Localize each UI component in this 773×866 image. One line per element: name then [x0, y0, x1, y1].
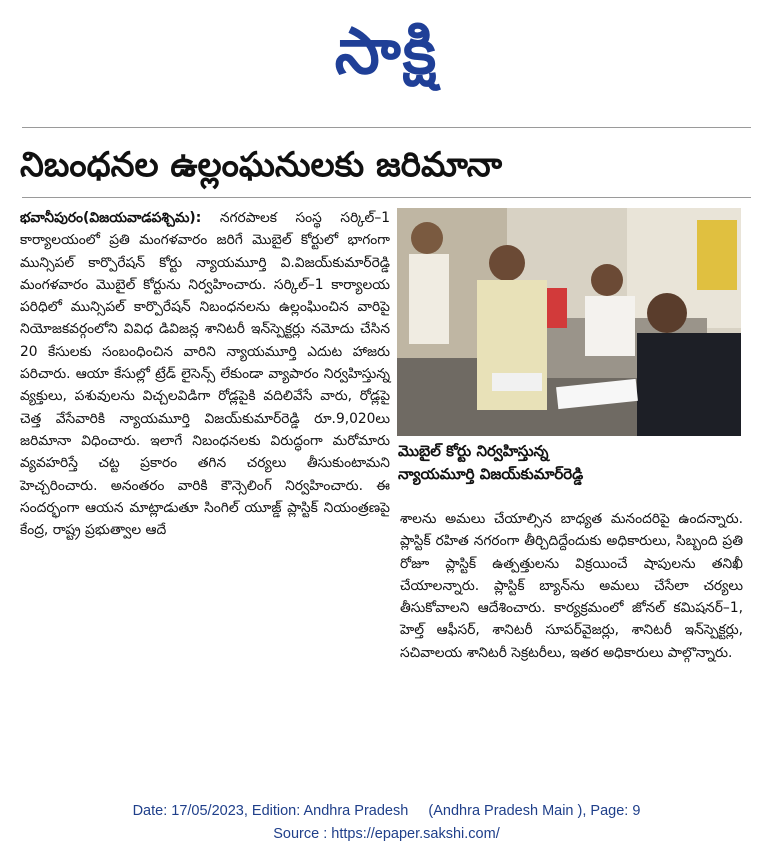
- footer-source-label: Source :: [273, 826, 332, 842]
- article-body-left: [20, 207, 390, 541]
- article-body-right: శాలను అమలు చేయాల్సిన బాధ్యత మనందరిపై ఉందన్నారు. ప్లాస్టిక్‌ రహిత నగరంగా తీర్చిదిద్దేందుకు అధికారులు, సిబ్బంది ప్రతి రోజూ ప్లాస్టిక్‌ ఉత్పత్తులను విక్రయించే షాపులను తనిఖీ చేయాలన్నారు. ప్లాస్టిక్‌ బ్యాన్‌ను అమలు చేసేలా చర్యలు తీసుకోవాలని ఆదేశించారు. కార్యక్రమంలో జోనల్‌ కమిషనర్‌–1, హెల్త్‌ ఆఫీసర్‌, శానిటరీ సూపర్‌వైజర్లు, శానిటరీ ఇన్‌స్పెక్టర్లు, సచివాలయ శానిటరీ సెక్రటరీలు, ఇతర అధికారులు పాల్గొన్నారు.: [400, 511, 743, 661]
- footer-source-link[interactable]: https://epaper.sakshi.com/: [331, 826, 500, 842]
- masthead-divider: [22, 127, 751, 128]
- headline-divider: [22, 197, 751, 198]
- article-photo: [397, 208, 741, 436]
- article-body-left-text: నగరపాలక సంస్థ సర్కిల్‌–1 కార్యాలయంలో ప్రతి మంగళవారం జరిగే మొబైల్‌ కోర్టులో భాగంగా మున్సిపల్‌ కార్పొరేషన్‌ కోర్టు న్యాయమూర్తి వి.విజయ్‌కుమార్‌రెడ్డి మంగళవారం మొబైల్‌ కోర్టును నిర్వహించారు. సర్కిల్‌–1 కార్యాలయ పరిధిలో మున్సిపల్‌ కార్పొరేషన్‌ నిబంధనలను ఉల్లంఘించిన వారిపై నియోజకవర్గంలోని వివిధ డివిజన్ల శానిటరీ ఇన్‌స్పెక్టర్లు నమోదు చేసిన 20 కేసులకు సంబంధించిన వారిని న్యాయమూర్తి ఎదుట హాజరు పరిచారు. ఆయా కేసుల్లో ట్రేడ్‌ లైసెన్స్‌ లేకుండా వ్యాపారం నిర్వహిస్తున్న వ్యక్తులు, పశువులను విచ్చలవిడిగా రోడ్లపైకి వదిలివేసే వారు, రోడ్లపై చెత్త వేసేవారికి న్యాయమూర్తి విజయ్‌కుమార్‌రెడ్డి రూ.9,020లు జరిమానా విధించారు. ఇలాగే నిబంధనలకు విరుద్ధంగా మరోమారు వ్యవహరిస్తే చట్ట ప్రకారం తగిన చర్యలు తీసుకుంటామని హెచ్చరించారు. అనంతరం వారికి కౌన్సెలింగ్‌ నిర్వహించారు. ఈ సందర్భంగా ఆయన మాట్లాడుతూ సింగిల్‌ యూజ్డ్‌ ప్లాస్టిక్‌ నియంత్రణపై కేంద్ర, రాష్ట్ర ప్రభుత్వాల ఆదే: [20, 210, 391, 539]
- photo-caption: [398, 440, 743, 486]
- article-dateline: భవానీపురం(విజయవాడపశ్చిమ):: [20, 210, 202, 226]
- masthead-logo: సాక్షి: [334, 15, 439, 89]
- footer-source: [0, 826, 773, 842]
- photo-caption-line1: మొబైల్‌ కోర్టు నిర్వహిస్తున్న: [398, 442, 549, 460]
- photo-illustration: [397, 208, 741, 436]
- article-headline: నిబంధనల ఉల్లంఘనులకు జరిమానా: [20, 145, 503, 185]
- footer-edition-info: Date: 17/05/2023, Edition: Andhra Pradesh (Andhra Pradesh Main ), Page: 9: [132, 803, 641, 819]
- photo-caption-line2: న్యాయమూర్తి విజయ్‌కుమార్‌రెడ్డి: [398, 465, 584, 483]
